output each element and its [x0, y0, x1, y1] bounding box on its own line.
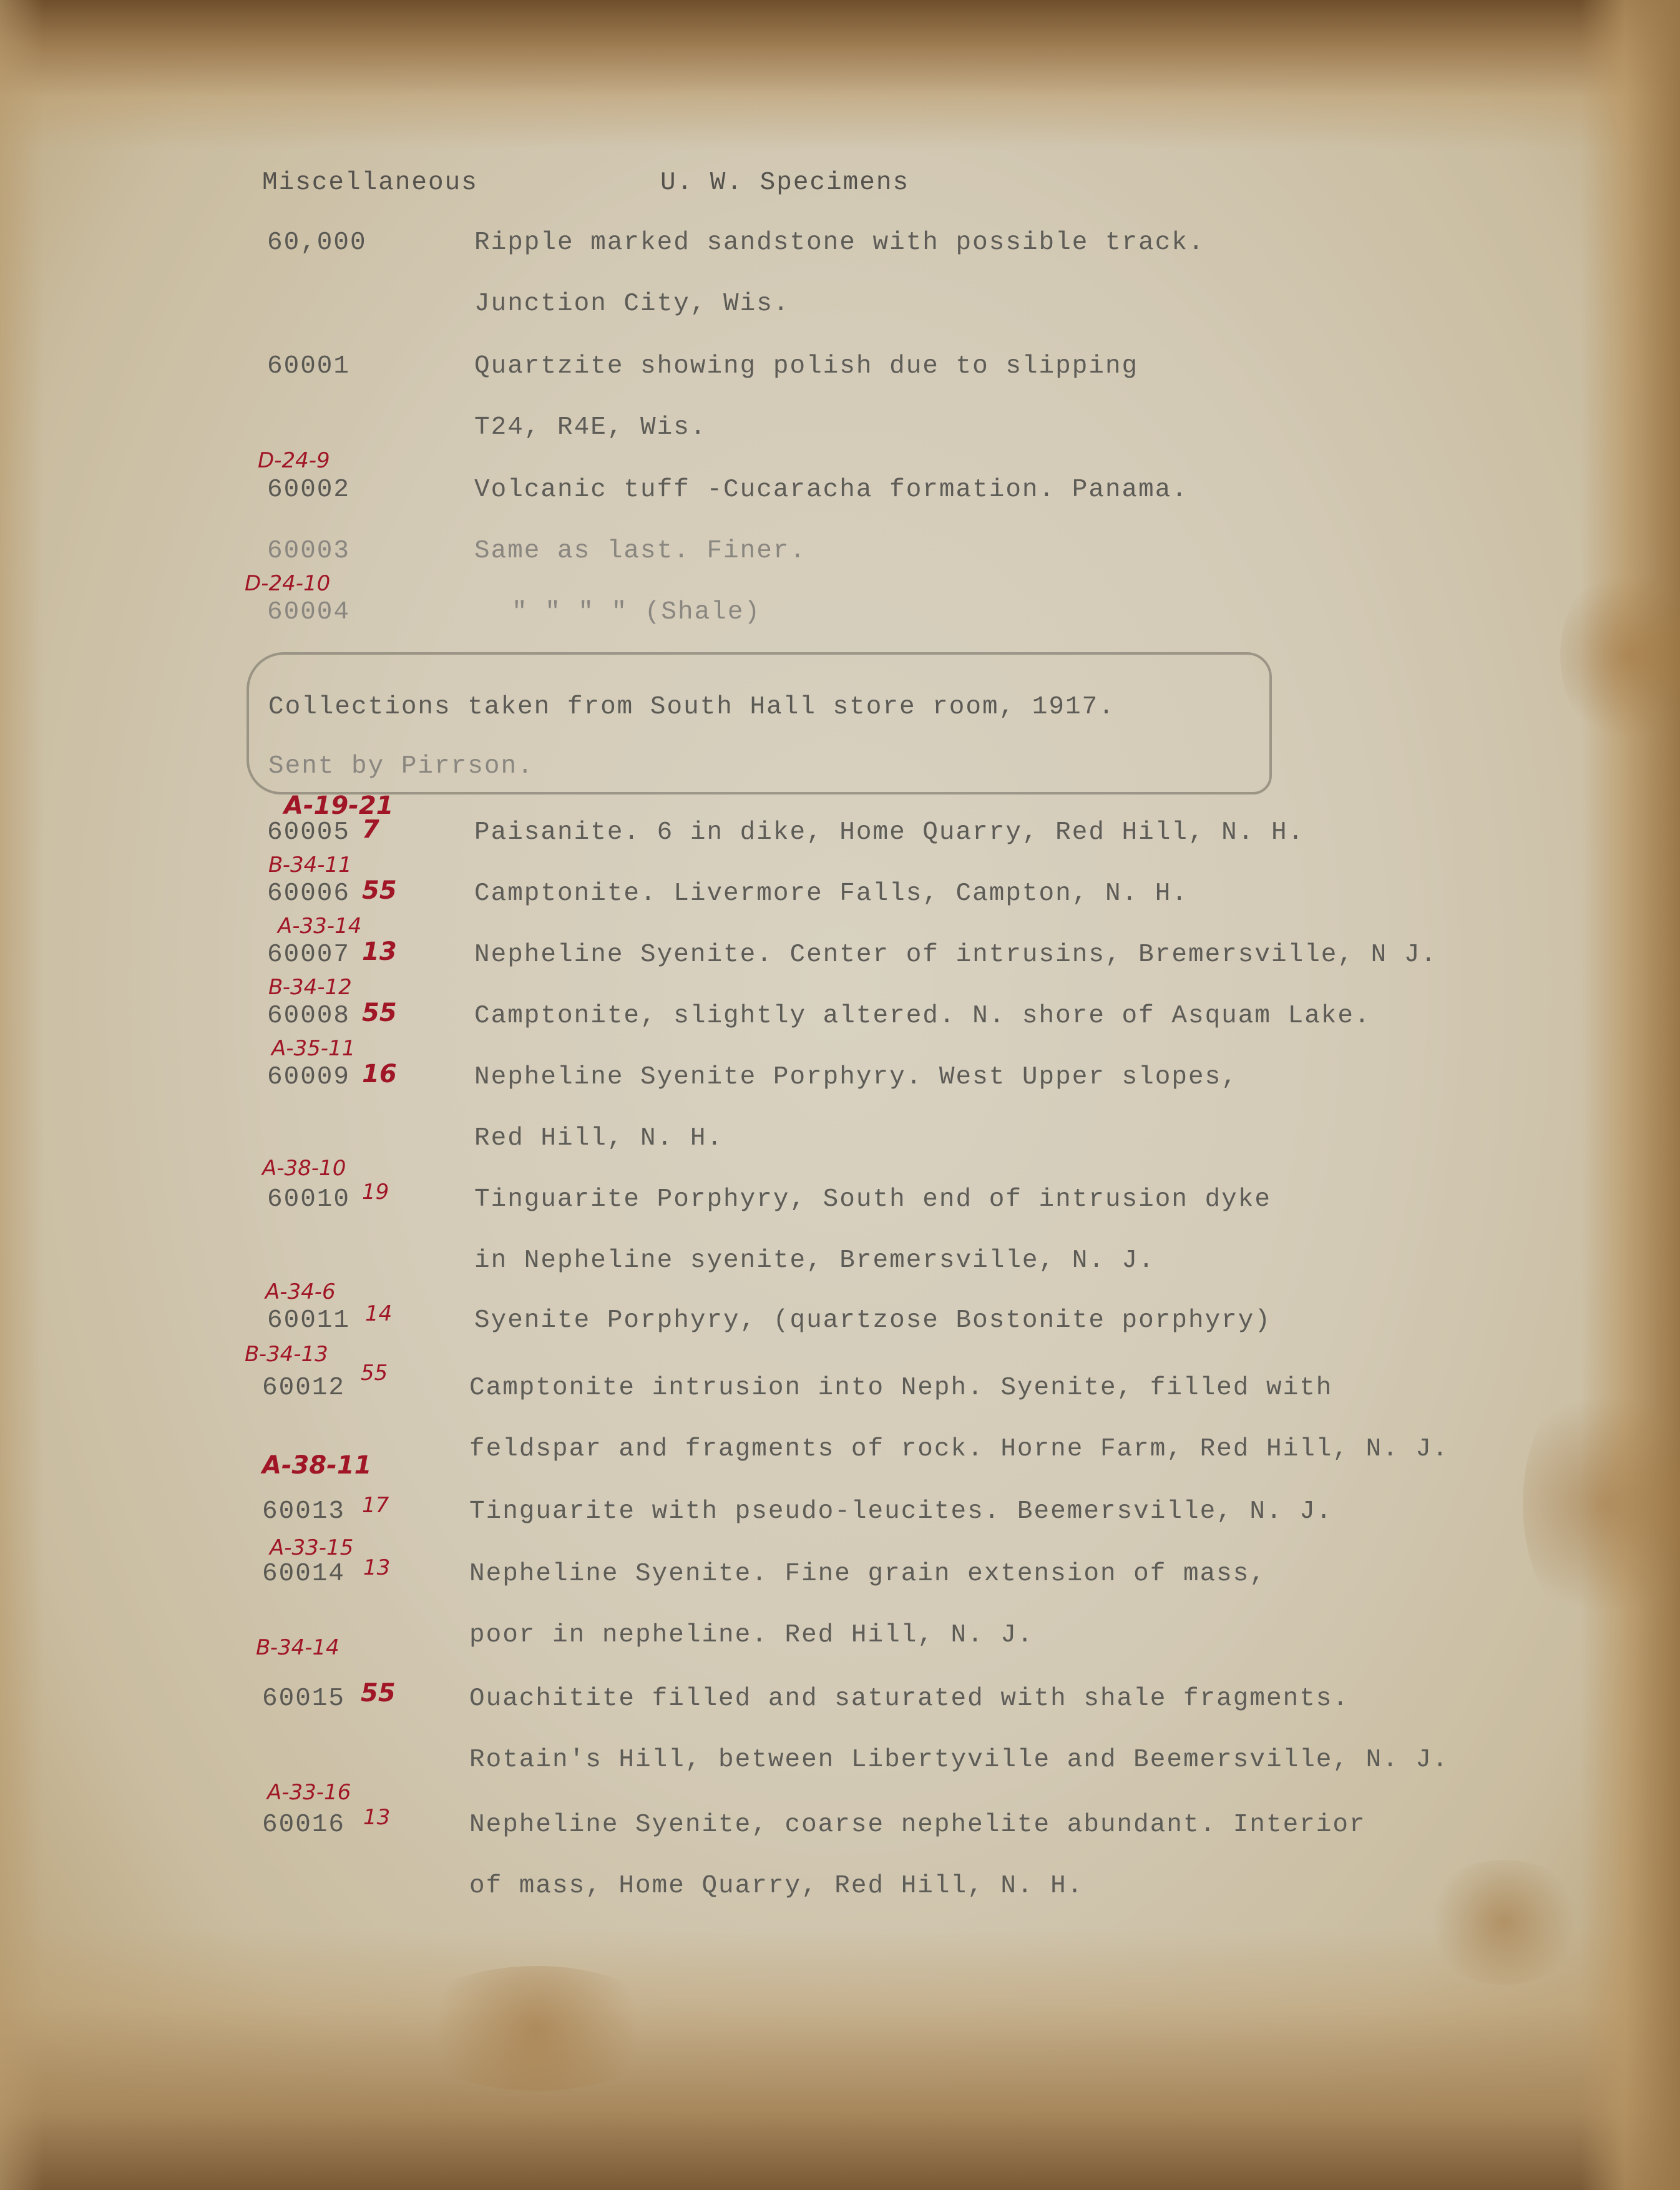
tray-number: 13 — [363, 1555, 391, 1580]
specimen-description: Volcanic tuff -Cucaracha formation. Panama. — [474, 476, 1188, 504]
specimen-description: Nepheline Syenite. Fine grain extension of mass, — [469, 1560, 1266, 1588]
torn-bottom-edge — [0, 1928, 1680, 2190]
collection-note: Collections taken from South Hall store room, 1917. — [268, 693, 1115, 721]
torn-top-edge — [0, 0, 1680, 150]
water-stain — [1423, 1860, 1585, 1985]
specimen-number: 60012 — [262, 1374, 346, 1402]
tray-number: 13 — [363, 1805, 391, 1830]
tray-number: 17 — [362, 1493, 389, 1518]
specimen-description: Quartzite showing polish due to slipping — [474, 352, 1139, 381]
specimen-number: 60009 — [267, 1063, 351, 1092]
catalog-code: A-33-14 — [278, 914, 362, 939]
catalog-code: A-38-10 — [262, 1156, 346, 1181]
specimen-number: 60010 — [267, 1185, 351, 1214]
tray-number: 55 — [361, 1361, 388, 1386]
specimen-number: 60011 — [267, 1306, 351, 1335]
specimen-description: in Nepheline syenite, Bremersville, N. J. — [474, 1246, 1155, 1275]
collection-note: Sent by Pirrson. — [268, 752, 534, 781]
specimen-description: Nepheline Syenite Porphyry. West Upper slopes, — [474, 1063, 1238, 1092]
specimen-description: Same as last. Finer. — [474, 537, 807, 565]
specimen-number: 60002 — [267, 476, 351, 504]
tray-number: 7 — [362, 815, 379, 844]
specimen-number: 60013 — [262, 1497, 346, 1526]
specimen-description: Camptonite, slightly altered. N. shore of Asquam Lake. — [474, 1002, 1371, 1030]
specimen-number: 60003 — [267, 537, 351, 565]
tray-number: 19 — [362, 1180, 389, 1205]
tray-number: 14 — [365, 1301, 393, 1326]
stained-right-edge — [1580, 0, 1680, 2190]
specimen-description: Ripple marked sandstone with possible track. — [474, 228, 1205, 257]
catalog-code: A-33-16 — [267, 1780, 351, 1805]
water-stain — [1560, 562, 1680, 749]
left-edge — [0, 0, 44, 2190]
catalog-code: A-33-15 — [270, 1535, 354, 1560]
specimen-description: Red Hill, N. H. — [474, 1124, 724, 1153]
specimen-description: Nepheline Syenite. Center of intrusins, Bremersville, N J. — [474, 941, 1438, 969]
specimen-description: feldspar and fragments of rock. Horne Farm, Red Hill, N. J. — [469, 1435, 1449, 1464]
specimen-number: 60001 — [267, 352, 351, 381]
specimen-description: Ouachitite filled and saturated with shale fragments. — [469, 1684, 1350, 1713]
specimen-description: poor in nepheline. Red Hill, N. J. — [469, 1621, 1034, 1650]
specimen-description: Junction City, Wis. — [474, 290, 790, 318]
specimen-number: 60014 — [262, 1560, 346, 1588]
catalog-code: B-34-13 — [245, 1342, 328, 1367]
specimen-description: of mass, Home Quarry, Red Hill, N. H. — [469, 1872, 1084, 1900]
tray-number: 55 — [362, 876, 397, 905]
specimen-number: 60007 — [267, 941, 351, 969]
tray-number: 55 — [361, 1679, 396, 1708]
collection-title: U. W. Specimens — [660, 169, 910, 197]
collection-category: Miscellaneous — [262, 169, 478, 197]
specimen-number: 60006 — [267, 879, 351, 908]
specimen-number: 60015 — [262, 1684, 346, 1713]
catalog-code: A-35-11 — [271, 1036, 356, 1061]
catalog-code: B-34-12 — [268, 975, 352, 1000]
specimen-description: Nepheline Syenite, coarse nephelite abundant. Interior — [469, 1811, 1366, 1839]
specimen-number: 60005 — [267, 818, 351, 847]
specimen-number: 60008 — [267, 1002, 351, 1030]
specimen-description: Paisanite. 6 in dike, Home Quarry, Red Hill, N. H. — [474, 818, 1305, 847]
specimen-description: T24, R4E, Wis. — [474, 413, 707, 442]
water-stain — [406, 1966, 668, 2091]
specimen-description: Tinguarite with pseudo-leucites. Beemersville, N. J. — [469, 1497, 1333, 1526]
specimen-number: 60004 — [267, 598, 351, 627]
specimen-description: Rotain's Hill, between Libertyville and Beemersville, N. J. — [469, 1746, 1449, 1774]
specimen-number: 60016 — [262, 1811, 346, 1839]
water-stain — [1523, 1373, 1680, 1635]
tray-number: 16 — [362, 1060, 397, 1088]
tray-number: 13 — [362, 937, 397, 966]
catalog-code: A-38-11 — [262, 1451, 372, 1480]
catalog-code: B-34-11 — [268, 853, 352, 877]
catalog-code: D-24-10 — [245, 571, 331, 596]
specimen-description: Camptonite. Livermore Falls, Campton, N. H. — [474, 879, 1188, 908]
specimen-description: Syenite Porphyry, (quartzose Bostonite porphyry) — [474, 1306, 1271, 1335]
catalog-code: D-24-9 — [258, 448, 330, 473]
catalog-code: A-34-6 — [265, 1279, 336, 1304]
catalog-code: A-19-21 — [284, 791, 394, 820]
specimen-number: 60,000 — [267, 228, 367, 257]
specimen-description: Tinguarite Porphyry, South end of intrusion dyke — [474, 1185, 1271, 1214]
tray-number: 55 — [362, 999, 397, 1027]
catalog-code: B-34-14 — [256, 1635, 339, 1660]
specimen-description: Camptonite intrusion into Neph. Syenite, filled with — [469, 1374, 1333, 1402]
specimen-description: " " " " (Shale) — [512, 598, 761, 627]
